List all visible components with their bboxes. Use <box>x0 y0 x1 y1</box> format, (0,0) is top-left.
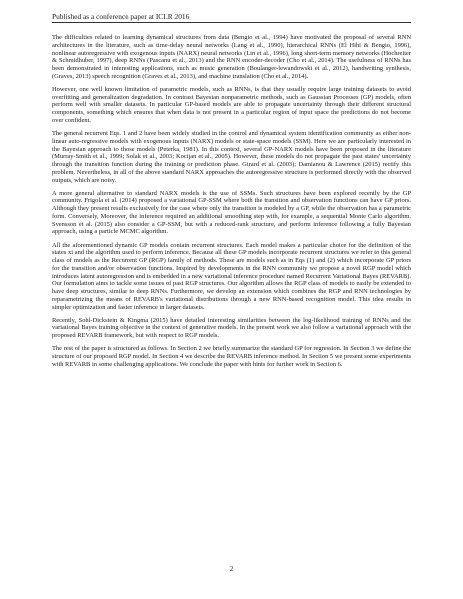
running-header: Published as a conference paper at ICLR 2016 <box>52 12 411 23</box>
paragraph-2: However, one well known limitation of parametric models, such as RNNs, is that they usually require large training datasets to avoid overfitting and generalization degradation. In contrast Bayesian nonparametric methods, such as Gaussian Processes (GP) models, often perform well with smaller datasets. In particular GP-based models are able to propagate uncertainty through their different structural components, something which ensures that when data is not present in a particular region of input space the predictions do not become over confident. <box>52 85 411 124</box>
paragraph-6: Recently, Sohl-Dickstein & Kingma (2015) have detailed interesting similarities between the log-likelihood training of RNNs and the variational Bayes training objective in the context of generative models. In the present work we also follow a variational approach with the proposed REVARB framework, but with respect to RGP models. <box>52 316 411 340</box>
body-text <box>52 34 411 374</box>
paragraph-1: The difficulties related to learning dynamical structures from data (Bengio et al., 1994) have motivated the proposal of several RNN architectures in the literature, such as time-delay neural networks (Lang et al., 1990), hierarchical RNNs (El Hihi & Bengio, 1996), nonlinear autoregressive with exogenous inputs (NARX) neural networks (Lin et al., 1996), long short-term memory networks (Hochreiter & Schmidhuber, 1997), deep RNNs (Pascanu et al., 2013) and the RNN encoder-decoder (Cho et al., 2014). The usefulness of RNNs has been demonstrated in interesting applications, such as music generation (Boulanger-lewandowski et al., 2012), handwriting synthesis, (Graves, 2013) speech recognition (Graves et al., 2013), and machine translation (Cho et al., 2014). <box>52 34 411 80</box>
paragraph-4: A more general alternative to standard NARX models is the use of SSMs. Such structures have been explored recently by the GP community. Frigola et al. (2014) proposed a variational GP-SSM where both the transition and observation functions can have GP priors. Although they present results exclusively for the case where only the transition is modeled by a GP, while the observation has a parametric form. Conversely, Moreover, the inference required an additional smoothing step with, for example, a sequential Monte Carlo algorithm. Svensson et al. (2015) also consider a GP-SSM, but with a reduced-rank structure, and perform inference following a fully Bayesian approach, using a particle MCMC algorithm. <box>52 189 411 236</box>
page-number: 2 <box>229 565 234 573</box>
paragraph-3: The general recurrent Eqs. 1 and 2 have been widely studied in the control and dynamical system identification community as either non-linear auto-regressive models with exogenous inputs (NARX) models or state-space models (SSM). Here we are particularly interested in the Bayesian approach to those models (Peterka, 1981). In this context, several GP-NARX models have been proposed in the literature (Murray-Smith et al., 1999; Solak et al., 2003; Kocijan et al., 2005). However, these models do not propagate the past states' uncertainty through the transition function during the training or prediction phase. Girard et al. (2003); Damianou & Lawrence (2015) rectify this problem. Nevertheless, in all of the above standard NARX approaches the autoregressive structure is performed directly with the observed outputs, which are noisy. <box>52 130 411 184</box>
paragraph-5: All the aforementioned dynamic GP models contain recurrent structures. Each model makes a particular choice for the definition of the states xi and the algorithm used to perform inference. Because all these GP models incorporate recurrent structures we refer to this general class of models as the Recurrent GP (RGP) family of methods. These are models such as in Eqs (1) and (2) which incorporate GP priors for the transition and/or observation functions. Inspired by developments in the RNN community we propose a novel RGP model which introduces latent autoregression and is embedded in a new variational inference procedure named Recurrent Variational Bayes (REVARB). Our formulation aims to tackle some issues of past RGP structures. Our algorithm allows the RGP class of models to easily be extended to have deep structures, similar to deep RNNs. Furthermore, we develop an extension which combines the RGP and RNN technologies by reparametrizing the means of REVARB's variational distributions through a new RNN-based recognition model. This idea results in simpler optimization and faster inference in larger datasets. <box>52 241 411 311</box>
paragraph-7: The rest of the paper is structured as follows. In Section 2 we briefly summarize the standard GP for regression. In Section 3 we define the structure of our proposed RGP model. In Section 4 we describe the REVARB inference method. In Section 5 we present some experiments with REVARB in some challenging applications. We conclude the paper with hints for further work in Section 6. <box>52 345 411 368</box>
